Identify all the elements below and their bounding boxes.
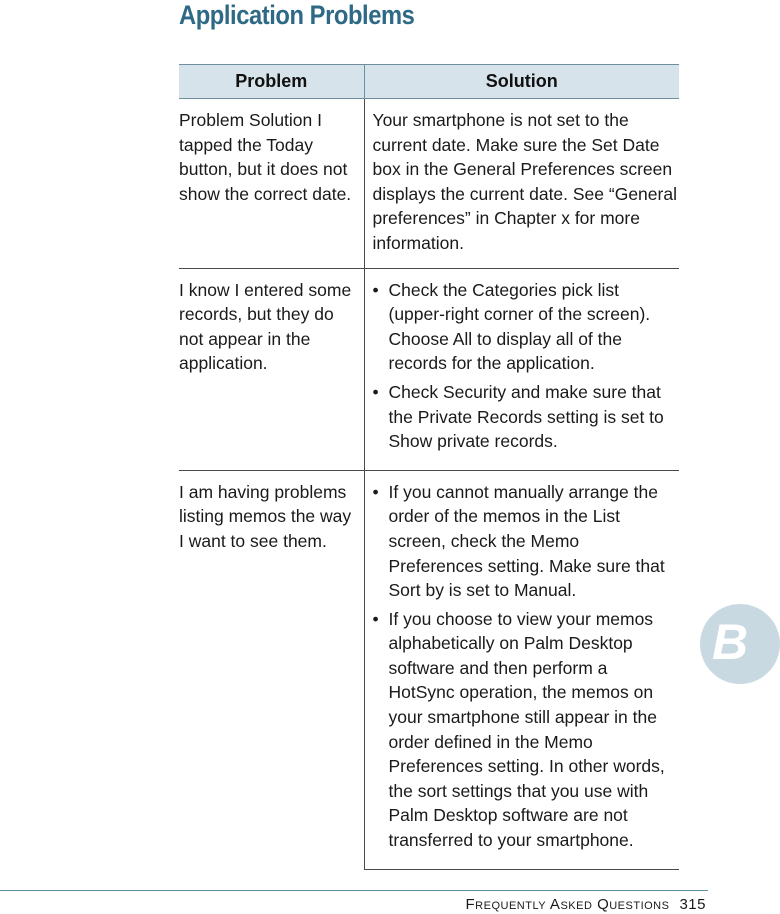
solution-list-item: [373, 480, 678, 603]
solution-list-item: [373, 278, 678, 376]
table-row: [179, 470, 679, 869]
bullet-icon: •: [372, 381, 379, 402]
solution-text: If you choose to view your memos alphabetically on Palm Desktop software and then perform a HotSync operation, the memos on your smartphone still appear in the order defined in the Memo Preferences setting. In other words, the sort settings that you use with Palm Desktop software are not transferred to your smartphone.: [388, 608, 665, 851]
problem-cell: I know I entered some records, but they do not appear in the application.: [179, 268, 364, 470]
page-title: Application Problems: [179, 0, 415, 30]
footer-divider: [0, 890, 708, 891]
appendix-tab-letter: B: [712, 614, 749, 670]
footer-section-title: Frequently Asked Questions: [465, 896, 670, 913]
table-header-row: [179, 65, 679, 99]
column-header-problem: Problem: [179, 65, 364, 99]
bullet-icon: •: [372, 279, 379, 300]
solution-list-item: [373, 607, 678, 853]
table-row: [179, 268, 679, 470]
solution-cell: [364, 268, 679, 470]
solution-list: [373, 278, 678, 454]
column-header-solution: Solution: [364, 65, 679, 99]
solution-cell: Your smartphone is not set to the current date. Make sure the Set Date box in the General Preferences screen displays the current date. See “General preferences” in Chapter x for more information.: [364, 99, 679, 269]
solution-text: If you cannot manually arrange the order of the memos in the List screen, check the Memo Preferences setting. Make sure that Sort by is set to Manual.: [388, 481, 665, 601]
bullet-icon: •: [372, 608, 379, 629]
problem-cell: Problem Solution I tapped the Today button, but it does not show the correct date.: [179, 99, 364, 269]
table-row: [179, 99, 679, 269]
solution-text: Check the Categories pick list (upper-right corner of the screen). Choose All to display all of the records for the application.: [388, 279, 651, 374]
solution-list: [373, 480, 678, 853]
bullet-icon: •: [372, 481, 379, 502]
problem-cell: I am having problems listing memos the way I want to see them.: [179, 470, 364, 869]
page-number: 315: [679, 896, 706, 913]
page-footer: [466, 896, 706, 913]
solution-text: Check Security and make sure that the Private Records setting is set to Show private records.: [388, 381, 664, 452]
faq-table: [179, 64, 679, 870]
solution-cell: [364, 470, 679, 869]
solution-list-item: [373, 380, 678, 454]
